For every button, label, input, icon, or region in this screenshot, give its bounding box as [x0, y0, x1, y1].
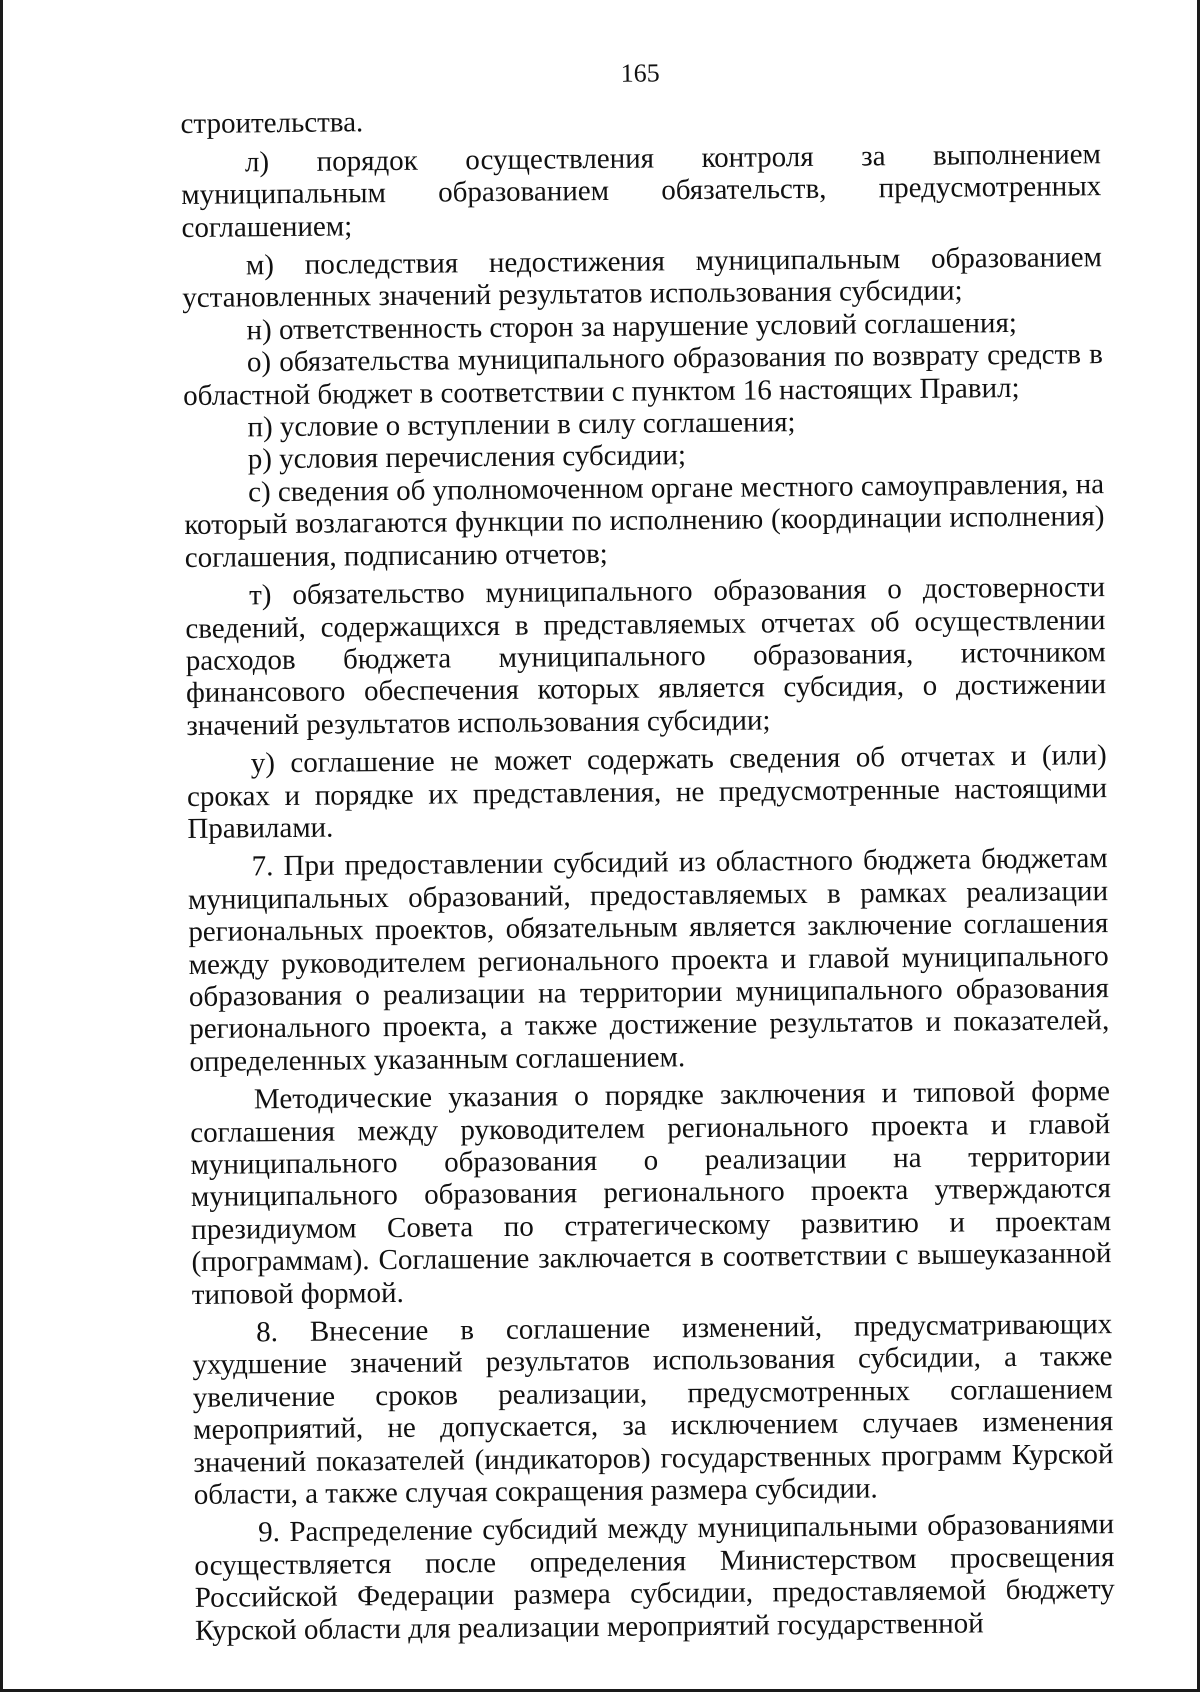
paragraph-item-p: п) условие о вступлении в силу соглашения;	[247, 406, 796, 444]
paragraph-item-n: н) ответственность сторон за нарушение условий соглашения;	[246, 306, 1018, 347]
paragraph-item-r: р) условия перечисления субсидии;	[247, 439, 687, 476]
paragraph-item-t: т) обязательство муниципального образования о достоверности сведений, содержащихся в представляемых отчетах об осуществлении расходов бюджета муниципального образования, источником финансового обеспечения которых является субсидия, о достижении значений результатов использования субсидии;	[185, 571, 1107, 742]
page-border-left	[0, 0, 3, 1692]
paragraph-methodical-guidelines: Методические указания о порядке заключения и типовой форме соглашения между руководителем регионального проекта и главой муниципального образования о реализации на территории муниципального образования регионального проекта утверждаются президиумом Совета по стратегическому развитию и проектам (программам). Соглашение заключается в соответствии с вышеуказанной типовой формой.	[190, 1075, 1112, 1311]
paragraph-section-8: 8. Внесение в соглашение изменений, предусматривающих ухудшение значений результатов использования субсидии, а также увеличение сроков реализации, предусмотренных соглашением мероприятий, не допускается, за исключением случаев изменения значений показателей (индикаторов) государственных программ Курской области, а также случая сокращения размера субсидии.	[192, 1308, 1114, 1511]
paragraph-section-7: 7. При предоставлении субсидий из областного бюджета бюджетам муниципальных образований, предоставляемых в рамках реализации региональных проектов, обязательным является заключение соглашения между руководителем регионального проекта и главой муниципального образования о реализации на территории муниципального образования регионального проекта, а также достижение результатов и показателей, определенных указанным соглашением.	[187, 842, 1110, 1078]
page-number: 165	[620, 58, 660, 88]
paragraph-item-s: с) сведения об уполномоченном органе местного самоуправления, на который возлагаются функции по исполнению (координации исполнения) соглашения, подписанию отчетов;	[184, 468, 1105, 574]
paragraph-item-l: л) порядок осуществления контроля за выполнением муниципальным образованием обязательств, предусмотренных соглашением;	[181, 137, 1102, 244]
paragraph-item-m: м) последствия недостижения муниципальным образованием установленных значений результатов использования субсидии;	[182, 241, 1103, 315]
paragraph-item-u: у) соглашение не может содержать сведения об отчетах и (или) сроках и порядке их представления, не предусмотренные настоящими Правилами.	[186, 739, 1108, 845]
paragraph-section-9: 9. Распределение субсидий между муниципальными образованиями осуществляется после определения Министерством просвещения Российской Федерации размера субсидии, предоставляемой бюджету Курской области для реализации мероприятий государственной	[194, 1508, 1115, 1647]
paragraph-continuation: строительства.	[180, 106, 364, 141]
document-page	[180, 53, 1115, 1647]
paragraph-item-o: о) обязательства муниципального образования по возврату средств в областной бюджет в соответствии с пунктом 16 настоящих Правил;	[183, 338, 1104, 412]
